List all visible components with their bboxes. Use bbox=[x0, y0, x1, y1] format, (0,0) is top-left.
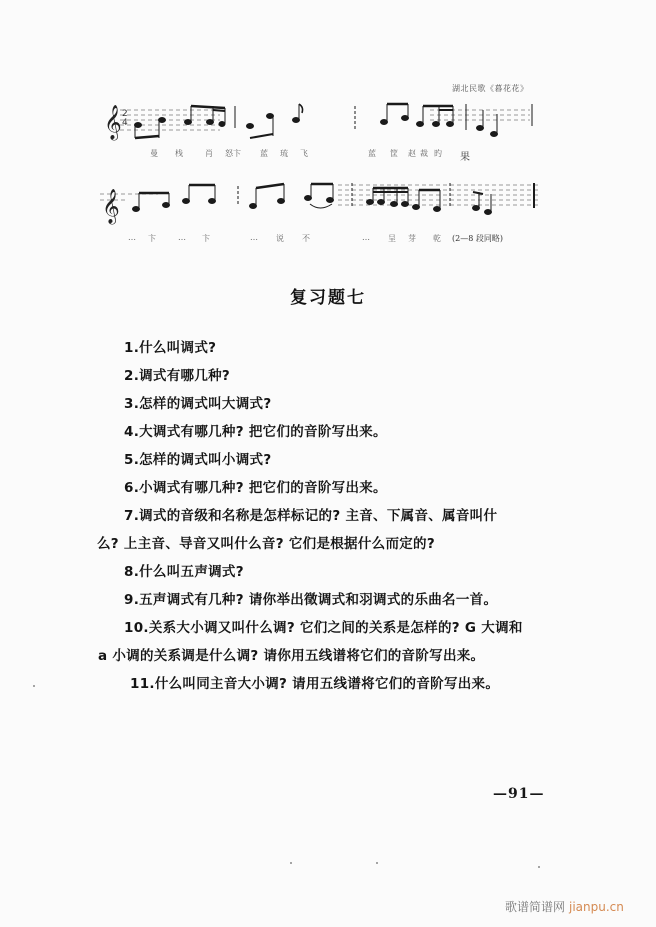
site-watermark bbox=[505, 898, 624, 915]
question-10-continuation: a 小调的关系调是什么调? 请你用五线谱将它们的音阶写出来。 bbox=[98, 648, 485, 664]
scan-speck bbox=[538, 866, 540, 868]
question-5: 5.怎样的调式叫小调式? bbox=[124, 452, 272, 468]
question-1: 1.什么叫调式? bbox=[124, 340, 217, 356]
svg-text:2: 2 bbox=[122, 109, 128, 119]
watermark-domain: jianpu.cn bbox=[569, 900, 624, 914]
exercise-title: 复习题七 bbox=[290, 288, 366, 308]
scanned-page: 湖北民歌《暮花花》 𝄞 2 4 曼 栈 肖 怒卞 蓝 琉 飞 蓝 筐 赵 裁 旳 果 𝄞 … 卞 … 卞 … 说 不 … 呈 芽 乾 (2—8 段同略) 复习题七 1.什么叫调式? 2.调式有哪几种? 3.怎样的调式叫大调式? 4.大调式有哪几种? 把它们的音阶写出来。 5.怎样的调式叫小调式? 6.小调式有哪几种? 把它们的音阶写出来。 7.调式的音级和名称是怎样标记的? 主音、下属音、属音叫什 么? 上主音、导音又叫什么音? 它们是根据什么而定的? 8.什么叫五声调式? 9.五声调式有几种? 请你举出徵调式和羽调式的乐曲名一首。 10.关系大小调又叫什么调? 它们之间的关系是怎样的? G 大调和 a 小调的关系调是什么调? 请你用五线谱将它们的音阶写出来。 11.什么叫同主音大小调? 请用五线谱将它们的音阶写出来。 —91— 歌谱简谱网 jianpu.cn bbox=[0, 0, 656, 927]
question-7-continuation: 么? 上主音、导音又叫什么音? 它们是根据什么而定的? bbox=[97, 536, 435, 552]
scan-speck bbox=[33, 685, 35, 687]
question-2: 2.调式有哪几种? bbox=[124, 368, 231, 384]
music-staff-system-2 bbox=[98, 180, 542, 230]
question-7: 7.调式的音级和名称是怎样标记的? 主音、下属音、属音叫什 bbox=[124, 508, 498, 524]
omitted-verses-note: (2—8 段同略) bbox=[452, 234, 503, 243]
song-source-credit: 湖北民歌《暮花花》 bbox=[452, 84, 529, 93]
question-6: 6.小调式有哪几种? 把它们的音阶写出来。 bbox=[124, 480, 387, 496]
music-staff-system-1 bbox=[100, 98, 540, 143]
page-number: —91— bbox=[493, 786, 545, 802]
treble-clef-icon: 𝄞 bbox=[104, 105, 122, 140]
watermark-chinese: 歌谱简谱网 bbox=[505, 900, 566, 914]
treble-clef-icon: 𝄞 bbox=[102, 189, 120, 224]
question-11: 11.什么叫同主音大小调? 请用五线谱将它们的音阶写出来。 bbox=[130, 676, 500, 692]
question-8: 8.什么叫五声调式? bbox=[124, 564, 244, 580]
question-4: 4.大调式有哪几种? 把它们的音阶写出来。 bbox=[124, 424, 387, 440]
svg-text:4: 4 bbox=[122, 118, 128, 128]
question-10: 10.关系大小调又叫什么调? 它们之间的关系是怎样的? G 大调和 bbox=[124, 620, 523, 636]
question-3: 3.怎样的调式叫大调式? bbox=[124, 396, 272, 412]
question-9: 9.五声调式有几种? 请你举出徵调式和羽调式的乐曲名一首。 bbox=[124, 592, 498, 608]
scan-speck bbox=[376, 862, 378, 864]
scan-speck bbox=[290, 862, 292, 864]
